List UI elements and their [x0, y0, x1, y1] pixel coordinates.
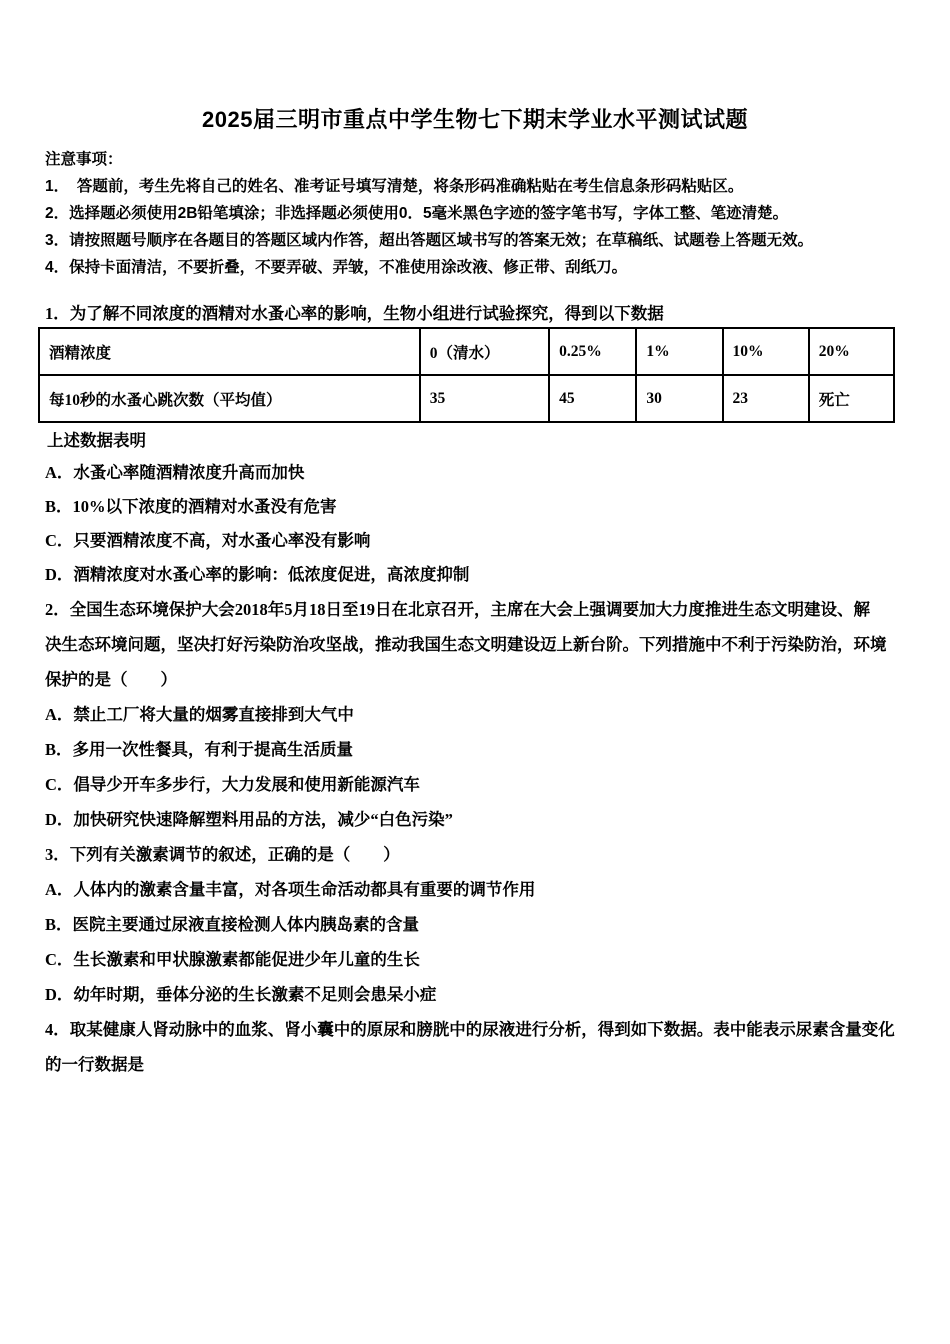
table-cell-value-death: 死亡 — [809, 375, 894, 422]
question-1-follow-text: 上述数据表明 — [47, 431, 146, 450]
question-2-option-d: D．加快研究快速降解塑料用品的方法，减少“白色污染” — [45, 810, 453, 829]
question-2-option-b: B．多用一次性餐具，有利于提高生活质量 — [45, 740, 354, 759]
question-2-option-c: C．倡导少开车多步行，大力发展和使用新能源汽车 — [45, 775, 420, 794]
notice-section — [45, 146, 905, 281]
question-2-stem-line-2: 决生态环境问题，坚决打好污染防治攻坚战，推动我国生态文明建设迈上新台阶。下列措施中不利于污染防治，环境 — [45, 635, 887, 654]
table-row-header — [39, 328, 894, 375]
question-2-stem-line-1: 2．全国生态环境保护大会2018年5月18日至19日在北京召开，主席在大会上强调要加大力度推进生态文明建设、解 — [45, 600, 870, 619]
table-cell-value-45: 45 — [549, 375, 636, 422]
question-4-stem-line-2: 的一行数据是 — [45, 1055, 144, 1074]
question-3-stem: 3．下列有关激素调节的叙述，正确的是（ ） — [45, 845, 400, 864]
table-cell-heartbeat-label: 每10秒的水蚤心跳次数（平均值） — [39, 375, 420, 422]
notice-item-2: 2．选择题必须使用2B铅笔填涂；非选择题必须使用0．5毫米黑色字迹的签字笔书写，字体工整、笔迹清楚。 — [45, 205, 789, 222]
question-3-option-b: B．医院主要通过尿液直接检测人体内胰岛素的含量 — [45, 915, 420, 934]
table-cell-conc-20: 20% — [809, 328, 894, 375]
notice-item-4: 4．保持卡面清洁，不要折叠，不要弄破、弄皱，不准使用涂改液、修正带、刮纸刀。 — [45, 259, 628, 276]
question-1-option-d: D．酒精浓度对水蚤心率的影响：低浓度促进，高浓度抑制 — [45, 565, 470, 584]
q1-data-table — [38, 327, 895, 423]
notice-item-1: 1． 答题前，考生先将自己的姓名、准考证号填写清楚，将条形码准确粘贴在考生信息条形码粘贴区。 — [45, 178, 744, 195]
notice-heading: 注意事项： — [45, 151, 123, 168]
question-3-option-a: A．人体内的激素含量丰富，对各项生命活动都具有重要的调节作用 — [45, 880, 536, 899]
notice-item-3: 3．请按照题号顺序在各题目的答题区域内作答，超出答题区域书写的答案无效；在草稿纸、试题卷上答题无效。 — [45, 232, 814, 249]
table-cell-concentration-label: 酒精浓度 — [39, 328, 420, 375]
question-1-stem: 1．为了解不同浓度的酒精对水蚤心率的影响，生物小组进行试验探究，得到以下数据 — [45, 304, 664, 323]
table-cell-conc-1: 1% — [636, 328, 722, 375]
table-cell-value-35: 35 — [420, 375, 549, 422]
table-cell-value-23: 23 — [723, 375, 809, 422]
table-cell-conc-0: 0（清水） — [420, 328, 549, 375]
question-2-stem-line-3: 保护的是（ ） — [45, 670, 177, 689]
question-1-option-b: B．10%以下浓度的酒精对水蚤没有危害 — [45, 497, 337, 516]
question-4-stem-line-1: 4．取某健康人肾动脉中的血浆、肾小囊中的原尿和膀胱中的尿液进行分析，得到如下数据。表中能表示尿素含量变化 — [45, 1020, 895, 1039]
table-cell-value-30: 30 — [636, 375, 722, 422]
table-cell-conc-10: 10% — [723, 328, 809, 375]
question-3-option-d: D．幼年时期，垂体分泌的生长激素不足则会患呆小症 — [45, 985, 437, 1004]
question-3-option-c: C．生长激素和甲状腺激素都能促进少年儿童的生长 — [45, 950, 420, 969]
question-1-option-c: C．只要酒精浓度不高，对水蚤心率没有影响 — [45, 531, 371, 550]
table-row-data — [39, 375, 894, 422]
question-2-option-a: A．禁止工厂将大量的烟雾直接排到大气中 — [45, 705, 354, 724]
question-1-option-a: A．水蚤心率随酒精浓度升高而加快 — [45, 463, 305, 482]
table-cell-conc-025: 0.25% — [549, 328, 636, 375]
questions-section — [45, 300, 905, 1082]
document-title: 2025届三明市重点中学生物七下期末学业水平测试试题 — [202, 107, 748, 132]
